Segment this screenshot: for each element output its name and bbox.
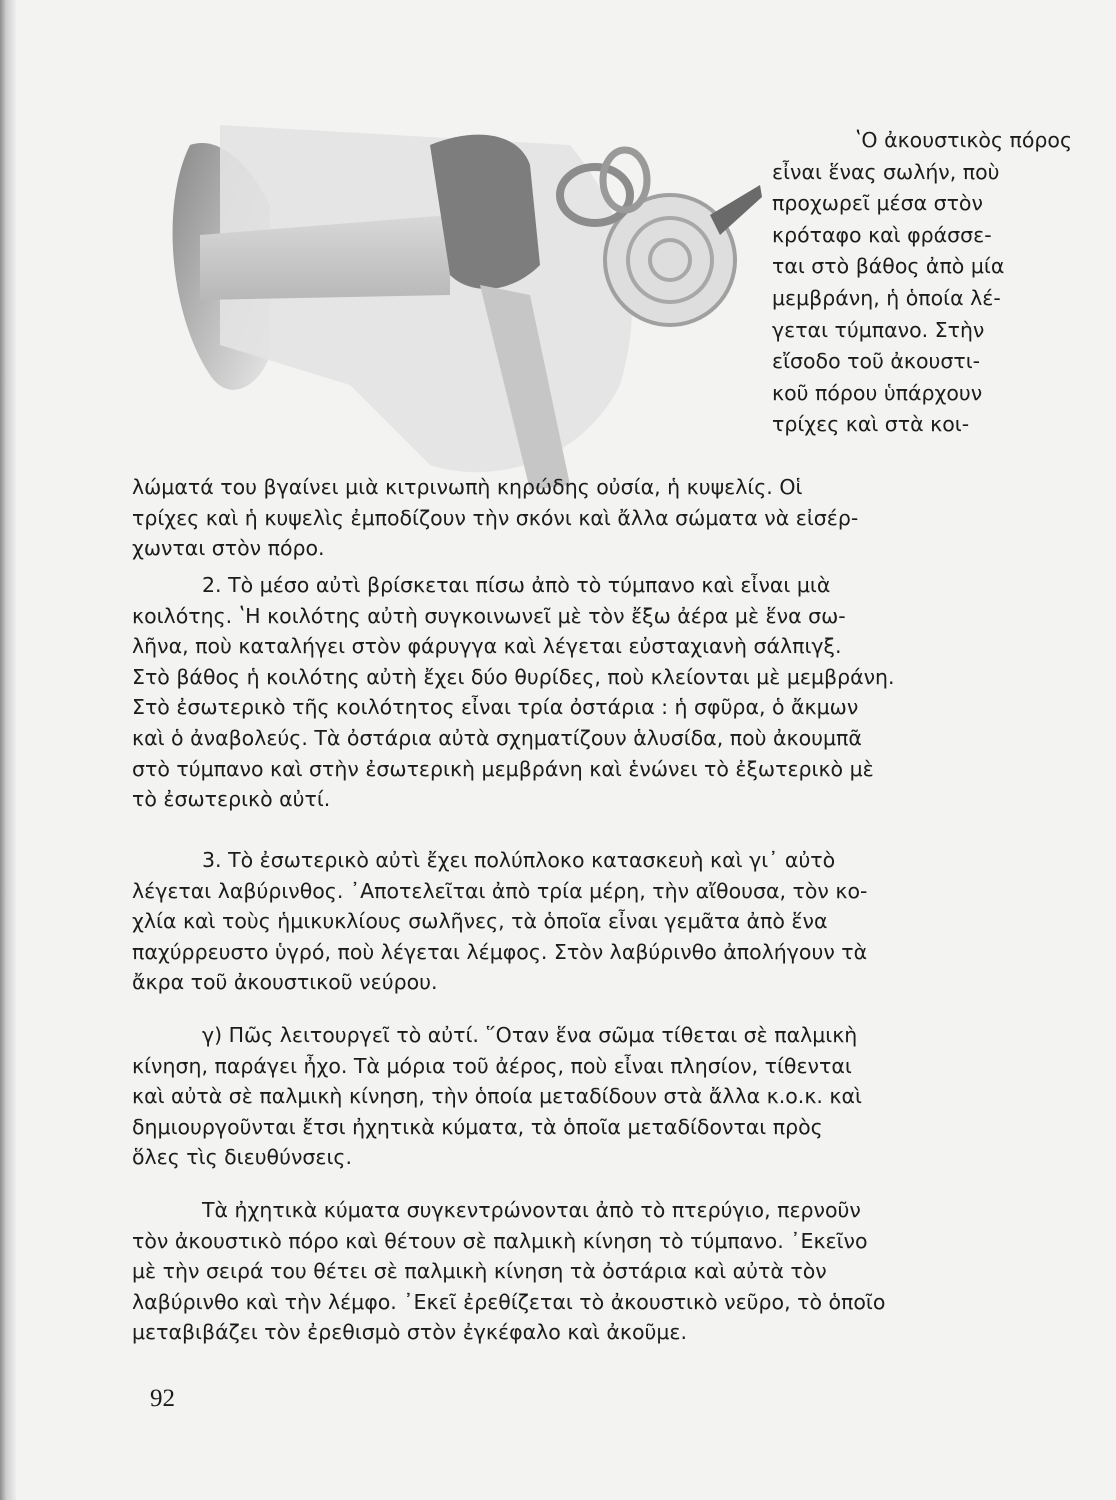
text-line: στὸ τύμπανο καὶ στὴν ἐσωτερικὴ μεμβράνη καὶ ἑνώνει τὸ ἐξωτερικὸ μὲ: [132, 756, 874, 781]
text-line: δημιουργοῦνται ἔτσι ἠχητικὰ κύματα, τὰ ὁποῖα μεταδίδονται πρὸς: [132, 1114, 823, 1139]
text-line: τρίχες καὶ στὰ κοι-: [772, 412, 970, 437]
text-line: χλία καὶ τοὺς ἡμικυκλίους σωλῆνες, τὰ ὁποῖα εἶναι γεμᾶτα ἀπὸ ἕνα: [132, 909, 828, 934]
paragraph-inner-ear: [132, 845, 1070, 998]
text-line: καὶ ὁ ἀναβολεύς. Τὰ ὀστάρια αὐτὰ σχηματίζουν ἁλυσίδα, ποὺ ἀκουμπᾶ: [132, 725, 862, 750]
text-line: ἄκρα τοῦ ἀκουστικοῦ νεύρου.: [132, 970, 438, 995]
ear-canal-description: [772, 125, 1072, 441]
paragraph-sound-waves: [132, 1195, 1070, 1348]
text-line: ʽΟ ἀκουστικὸς πόρος: [854, 128, 1072, 152]
text-line: λαβύρινθο καὶ τὴν λέμφο. ᾽Εκεῖ ἐρεθίζεται τὸ ἀκουστικὸ νεῦρο, τὸ ὁποῖο: [132, 1289, 886, 1314]
text-line: 2. Τὸ μέσο αὐτὶ βρίσκεται πίσω ἀπὸ τὸ τύμπανο καὶ εἶναι μιὰ: [202, 573, 831, 597]
auditory-nerve-shape: [710, 185, 762, 235]
text-line: γ) Πῶς λειτουργεῖ τὸ αὐτί. ῞Οταν ἕνα σῶμα τίθεται σὲ παλμικὴ: [202, 1023, 858, 1047]
text-line: γεται τύμπανο. Στὴν: [772, 317, 985, 342]
text-line: ὅλες τὶς διευθύνσεις.: [132, 1145, 352, 1170]
text-line: λῆνα, ποὺ καταλήγει στὸν φάρυγγα καὶ λέγεται εὐσταχιανὴ σάλπιγξ.: [132, 634, 842, 659]
text-line: Στὸ ἐσωτερικὸ τῆς κοιλότητος εἶναι τρία ὀστάρια : ἡ σφῦρα, ὁ ἄκμων: [132, 695, 859, 720]
paragraph-ear-hair: [132, 472, 1070, 564]
paragraph-middle-ear: [132, 570, 1070, 815]
text-line: προχωρεῖ μέσα στὸν: [772, 191, 983, 216]
text-line: χωνται στὸν πόρο.: [132, 536, 325, 561]
text-line: μὲ τὴν σειρά του θέτει σὲ παλμικὴ κίνηση τὰ ὀστάρια καὶ αὐτὰ τὸν: [132, 1259, 827, 1284]
text-line: παχύρρευστο ὑγρό, ποὺ λέγεται λέμφος. Στὸν λαβύρινθο ἀπολήγουν τὰ: [132, 939, 868, 964]
text-line: εἴσοδο τοῦ ἀκουστι-: [772, 349, 981, 374]
text-line: κοιλότης. ʽΗ κοιλότης αὐτὴ συγκοινωνεῖ μὲ τὸν ἔξω ἀέρα μὲ ἕνα σω-: [132, 603, 846, 628]
text-line: τὸ ἐσωτερικὸ αὐτί.: [132, 787, 331, 812]
text-line: 3. Τὸ ἐσωτερικὸ αὐτὶ ἔχει πολύπλοκο κατασκευὴ καὶ γι᾽ αὐτὸ: [202, 848, 836, 872]
text-line: μεταβιβάζει τὸν ἐρεθισμὸ στὸν ἐγκέφαλο καὶ ἀκοῦμε.: [132, 1320, 688, 1345]
text-line: μεμβράνη, ἡ ὁποία λέ-: [772, 285, 1001, 310]
paragraph-how-ear-works: [132, 1020, 1070, 1173]
text-line: τὸν ἀκουστικὸ πόρο καὶ θέτουν σὲ παλμικὴ κίνηση τὸ τύμπανο. ᾽Εκεῖνο: [132, 1228, 868, 1253]
ear-anatomy-illustration: [150, 85, 770, 495]
text-line: καὶ αὐτὰ σὲ παλμικὴ κίνηση, τὴν ὁποία μεταδίδουν στὰ ἄλλα κ.ο.κ. καὶ: [132, 1084, 862, 1109]
text-line: κίνηση, παράγει ἦχο. Τὰ μόρια τοῦ ἀέρος, ποὺ εἶναι πλησίον, τίθενται: [132, 1053, 852, 1078]
text-line: Τὰ ἠχητικὰ κύματα συγκεντρώνονται ἀπὸ τὸ πτερύγιο, περνοῦν: [202, 1198, 861, 1222]
text-line: κοῦ πόρου ὑπάρχουν: [772, 380, 983, 405]
text-line: Στὸ βάθος ἡ κοιλότης αὐτὴ ἔχει δύο θυρίδες, ποὺ κλείονται μὲ μεμβράνη.: [132, 664, 895, 689]
text-line: λώματά του βγαίνει μιὰ κιτρινωπὴ κηρώδης οὐσία, ἡ κυψελίς. Οἱ: [132, 475, 803, 499]
text-line: τρίχες καὶ ἡ κυψελὶς ἐμποδίζουν τὴν σκόνι καὶ ἄλλα σώματα νὰ εἰσέρ-: [132, 505, 859, 530]
page-number: 92: [150, 1385, 175, 1412]
text-line: κρόταφο καὶ φράσσε-: [772, 222, 992, 247]
text-line: εἶναι ἕνας σωλήν, ποὺ: [772, 159, 1000, 184]
text-line: λέγεται λαβύρινθος. ᾽Αποτελεῖται ἀπὸ τρία μέρη, τὴν αἴθουσα, τὸν κο-: [132, 878, 868, 903]
book-spine-shadow: [0, 0, 16, 1500]
text-line: ται στὸ βάθος ἀπὸ μία: [772, 254, 1005, 279]
